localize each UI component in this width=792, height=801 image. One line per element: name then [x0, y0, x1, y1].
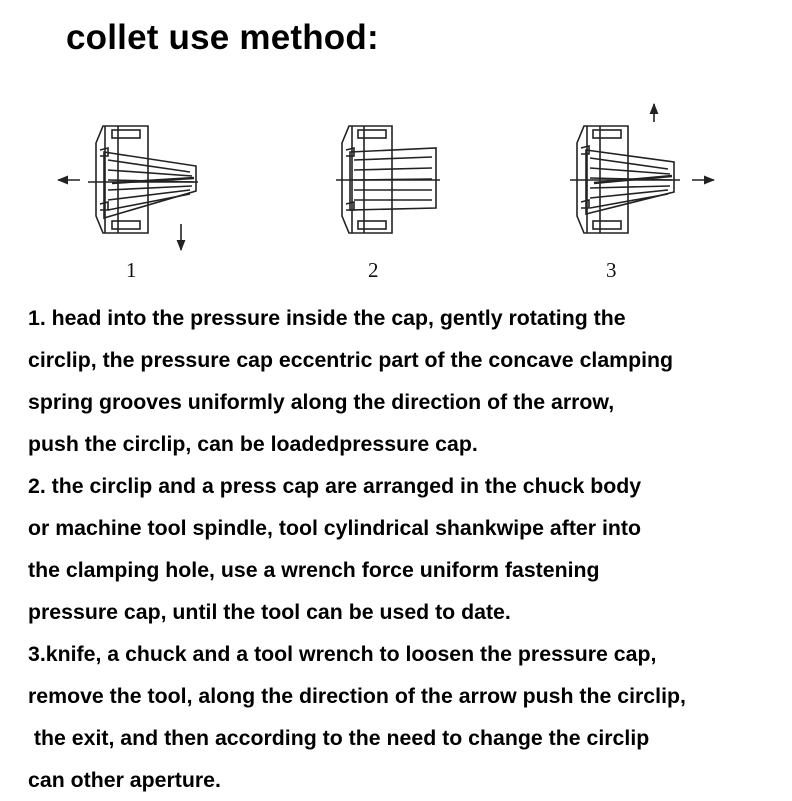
text-line: push the circlip, can be loadedpressure cap. — [28, 432, 478, 456]
text-line: remove the tool, along the direction of the arrow push the circlip, — [28, 684, 686, 708]
step-1-label: 1 — [126, 258, 137, 282]
text-line: 1. head into the pressure inside the cap, gently rotating the — [28, 306, 626, 330]
text-line: can other aperture. — [28, 768, 221, 792]
text-line: or machine tool spindle, tool cylindrical shankwipe after into — [28, 516, 641, 540]
step-2-label: 2 — [368, 258, 379, 282]
text-line: spring grooves uniformly along the direction of the arrow, — [28, 390, 615, 414]
text-line: the exit, and then according to the need to change the circlip — [28, 726, 650, 750]
text-line: pressure cap, until the tool can be used to date. — [28, 600, 511, 624]
text-line: 2. the circlip and a press cap are arranged in the chuck body — [28, 474, 642, 498]
step-1-collet-drawing — [58, 126, 198, 250]
step-3-collet-drawing — [570, 104, 714, 233]
collet-steps-illustration — [0, 90, 792, 290]
collet-diagram — [0, 90, 792, 290]
step-3-label: 3 — [606, 258, 617, 282]
page-title: collet use method: — [66, 18, 379, 57]
text-line: 3.knife, a chuck and a tool wrench to loosen the pressure cap, — [28, 642, 657, 666]
instructions-text — [28, 297, 788, 801]
step-2-collet-drawing — [336, 126, 440, 233]
text-line: circlip, the pressure cap eccentric part of the concave clamping — [28, 348, 674, 372]
text-line: the clamping hole, use a wrench force uniform fastening — [28, 558, 600, 582]
